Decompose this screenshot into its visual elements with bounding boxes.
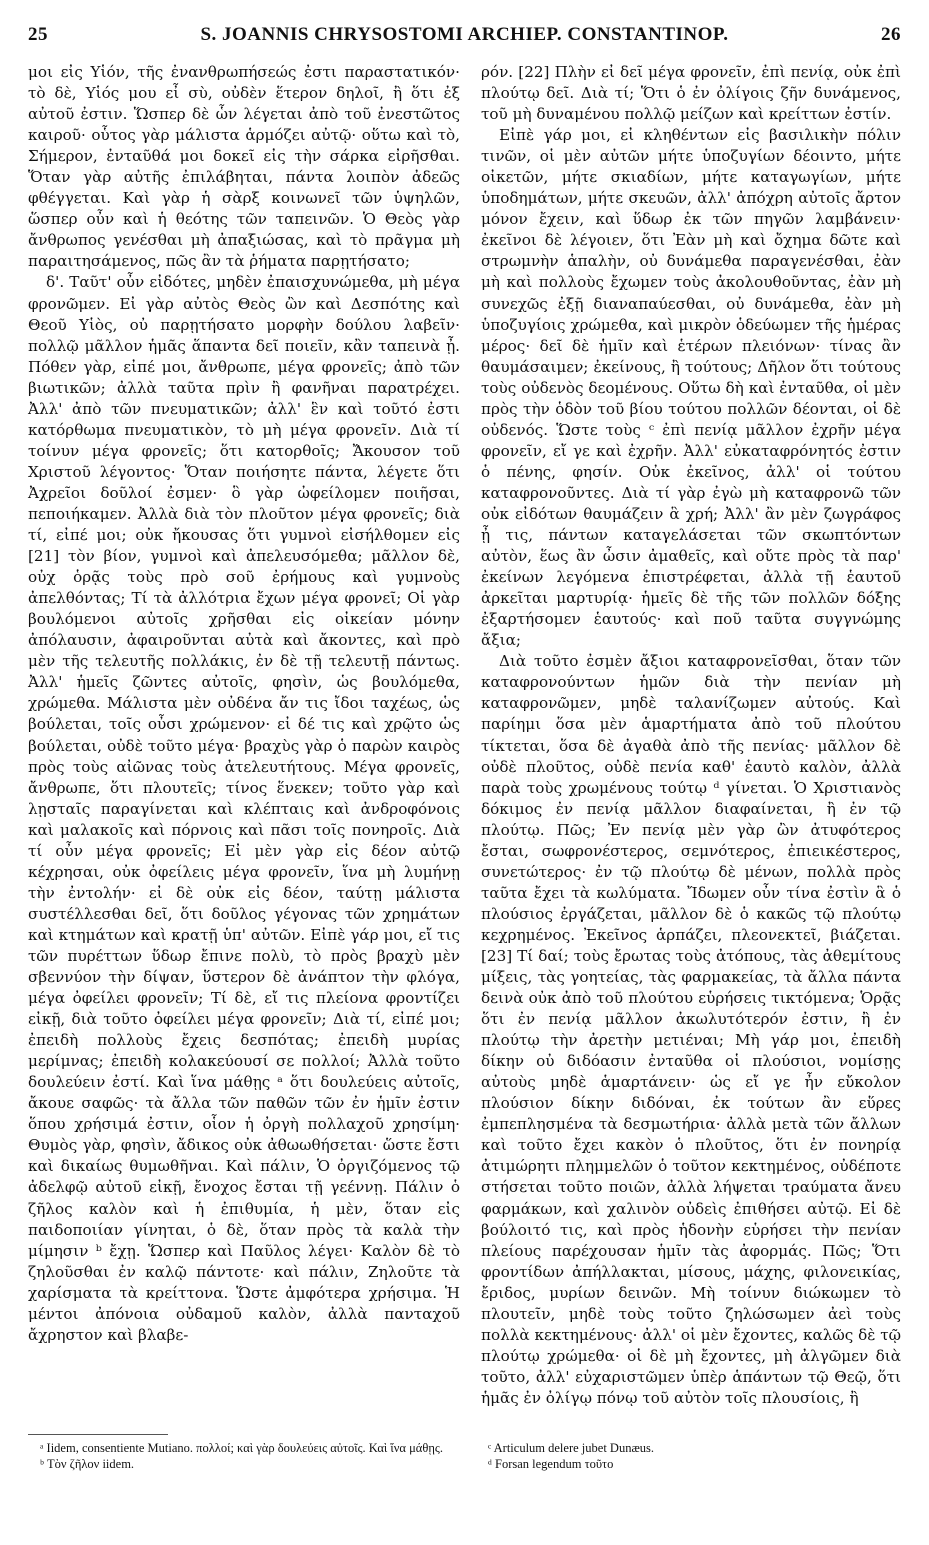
page-header [28,18,901,48]
paragraph: μοι εἰς Υἱόν, τῆς ἐνανθρωπήσεώς ἐστι παραστατικόν· τὸ δὲ, Υἱός μου εἶ σὺ, οὐδὲν ἕτερον δηλοῖ, ἢ ὅτι ἐξ αὐτοῦ ἐστιν. Ὥσπερ δὲ ὧν λέγεται ἀπὸ τοῦ ἐνεστῶτος καιροῦ· οὗτος γὰρ μάλιστα ἁρμόζει αὐτῷ· οὕτω καὶ τὸ, Σήμερον, ἐνταῦθά μοι δοκεῖ εἰς τὴν σάρκα εἰρῆσθαι. Ὅταν γὰρ αὐτῆς ἐπιλάβηται, πάντα λοιπὸν ἀδεῶς φθέγγεται. Καὶ γὰρ ἡ σὰρξ κοινωνεῖ τῶν ὑψηλῶν, ὥσπερ οὖν καὶ ἡ θεότης τῶν ταπεινῶν. Ὁ Θεὸς γὰρ ἄνθρωπος γενέσθαι μὴ ἀπαξιώσας, καὶ τὸ πρᾶγμα μὴ παραιτησάμενος, πῶς ἂν τὰ ῥήματα παρῃτήσατο; [28,63,460,271]
footnote-rule [28,1434,168,1435]
paragraph: δ'. Ταῦτ' οὖν εἰδότες, μηδὲν ἐπαισχυνώμεθα, μὴ μέγα φρονῶμεν. Εἰ γὰρ αὐτὸς Θεὸς ὢν καὶ Δεσπότης καὶ Θεοῦ Υἱὸς, οὐ παρῃτήσατο μορφὴν δούλου λαβεῖν· πολλῷ μᾶλλον ἡμᾶς ἅπαντα δεῖ ποιεῖν, κἂν ταπεινὰ ᾖ. Πόθεν γὰρ, εἰπέ μοι, ἄνθρωπε, μέγα φρονεῖς; ἀπὸ τῶν βιωτικῶν; ἀλλὰ ταῦτα πρὶν ἢ φανῆναι παρατρέχει. Ἀλλ' ἀπὸ τῶν πνευματικῶν; ἀλλ' ἓν καὶ τοῦτό ἐστι κατόρθωμα πνευματικὸν, τὸ μὴ μέγα φρονεῖν. Διὰ τί τοίνυν μέγα φρονεῖς; ὅτι κατορθοῖς; Ἄκουσον τοῦ Χριστοῦ λέγοντος· Ὅταν ποιήσητε πάντα, λέγετε ὅτι Ἀχρεῖοι δοῦλοί ἐσμεν· ὃ γὰρ ὠφείλομεν ποιῆσαι, πεποιήκαμεν. Ἀλλὰ διὰ τὸν πλοῦτον μέγα φρονεῖς; διὰ τί, εἰπέ μοι; οὐκ ἤκουσας ὅτι γυμνοὶ εἰσήλθομεν εἰς [21] τὸν βίον, γυμνοὶ καὶ ἀπελευσόμεθα; μᾶλλον δὲ, οὐχ ὁρᾷς τοὺς πρὸ σοῦ ἐρήμους καὶ γυμνοὺς ἀπελθόντας; Τί τὰ ἀλλότρια ἔχων μέγα φρονεῖ; Οἱ γὰρ βουλόμενοι αὐτοῖς χρῆσθαι εἰς οἰκείαν μόνην ἀπόλαυσιν, ἀφαιροῦνται αὐτὰ καὶ ἄκοντες, καὶ πρὸ μὲν τῆς τελευτῆς πολλάκις, ἐν δὲ τῇ τελευτῇ πάντως. Ἀλλ' ἡμεῖς ζῶντες αὐτοῖς, φησὶν, ὡς βουλόμεθα, χρώμεθα. Μάλιστα μὲν οὐδένα ἄν τις ἴδοι ταχέως, ὡς βούλεται, τοῖς οὖσι χρώμενον· εἰ δέ τις καὶ χρῷτο ὡς βούλεται, οὐδὲ τοῦτο μέγα· βραχὺς γὰρ ὁ παρὼν καιρὸς πρὸς τοὺς αἰῶνας τοὺς ἀτελευτήτους. Μέγα φρονεῖς, ἄνθρωπε, ὅτι πλουτεῖς; τίνος ἕνεκεν; τοῦτο γὰρ καὶ λῃσταῖς παραγίνεται καὶ κλέπταις καὶ ἀνδροφόνοις καὶ μαλακοῖς καὶ πόρνοις καὶ πᾶσι τοῖς πονηροῖς. Διὰ τί οὖν μέγα φρονεῖς; Εἰ μὲν γὰρ εἰς δέον αὐτῷ κέχρησαι, οὐκ ὀφείλεις μέγα φρονεῖν, ἵνα μὴ λυμήνῃ τὴν ἐντολήν· εἰ δὲ οὐκ εἰς δέον, ταύτῃ μάλιστα συστέλλεσθαι δεῖ, ὅτι δοῦλος γέγονας τῶν χρημάτων καὶ κτημάτων καὶ κρατῇ ὑπ' αὐτῶν. Εἰπὲ γάρ μοι, εἴ τις τῶν πυρέττων ὕδωρ ἔπινε πολὺ, τὸ πρὸς βραχὺ μὲν σβεννύον τὴν δίψαν, ὕστερον δὲ ἀνάπτον τὴν φλόγα, μέγα ὀφείλει φρονεῖν; Τί δὲ, εἴ τις πλείονα φροντίζει εἰκῇ, διὰ τοῦτο ὀφείλει μέγα φρονεῖν; Διὰ τί, εἰπέ μοι; ἐπειδὴ πολλοὺς ἔχεις δεσπότας; ἐπειδὴ μυρίας μερίμνας; ἐπειδὴ κολακεύουσί σε πολλοί; Ἀλλὰ τοῦτο δουλεύειν ἐστί. Καὶ ἵνα μάθῃς ᵃ ὅτι δουλεύεις αὐτοῖς, ἄκουε σαφῶς· τὰ ἄλλα τῶν παθῶν τῶν ἐν ἡμῖν ἐστιν ὅπου χρήσιμά ἐστιν, οἷον ἡ ὀργὴ πολλαχοῦ χρησίμη· Θυμὸς γὰρ, φησὶν, ἄδικος οὐκ ἀθωωθήσεται· ὥστε ἔστι καὶ δικαίως θυμωθῆναι. Καὶ πάλιν, Ὁ ὀργιζόμενος τῷ ἀδελφῷ αὐτοῦ εἰκῇ, ἔνοχος ἔσται τῇ γεέννῃ. Πάλιν ὁ ζῆλος καλὸν καὶ ἡ ἐπιθυμία, ἡ μὲν, ὅταν εἰς παιδοποιίαν γίνηται, ὁ δὲ, ὅταν πρὸς τὰ καλὰ τὴν μίμησιν ᵇ ἔχῃ. Ὥσπερ καὶ Παῦλος λέγει· Καλὸν δὲ τὸ ζηλοῦσθαι ἐν καλῷ πάντοτε· καὶ πάλιν, Ζηλοῦτε τὰ χαρίσματα τὰ κρείττονα. Ὥστε ἀμφότερα χρήσιμα. Ἡ μέντοι ἀπόνοια οὐδαμοῦ καλὸν, ἀλλὰ πανταχοῦ ἄχρηστον καὶ βλαβε- [28,273,460,1344]
left-column [28,62,460,1346]
footnote: ᵈ Forsan legendum τοῦτο [488,1457,614,1471]
footnote: ᵇ Τὸν ζῆλον iidem. [40,1457,135,1471]
page-number-right: 26 [881,24,901,45]
paragraph: Εἰπὲ γάρ μοι, εἰ κληθέντων εἰς βασιλικὴν πόλιν τινῶν, οἱ μὲν αὐτῶν μήτε ὑποζυγίων δέοιντο, μήτε οἰκετῶν, μήτε σκιαδίων, μήτε καταγωγίων, μήτε ὑποδημάτων, μήτε σκευῶν, ἀλλ' ἀπόχρη αὐτοῖς ἄρτον μόνον ἔχειν, καὶ ὕδωρ ἐκ τῶν πηγῶν λαμβάνειν· ἐκεῖνοι δὲ λέγοιεν, ὅτι Ἐὰν μὴ καὶ ὄχημα δῶτε καὶ στρωμνὴν ἁπαλὴν, οὐ δυνάμεθα παραγενέσθαι, ἐὰν μὴ καὶ πολλοὺς ἔχωμεν τοὺς ἀκολουθοῦντας, ἐὰν μὴ συνεχῶς ἐξῇ διαναπαύεσθαι, οὐ δυνάμεθα, ἐὰν μὴ ὑποζυγίοις χρώμεθα, καὶ μικρὸν ὁδεύωμεν τῆς ἡμέρας μέρος· δεῖ δὲ ἡμῖν καὶ ἑτέρων πλειόνων· τίνας ἂν θαυμάσαιμεν; ἐκείνους, ἢ τούτους; Δῆλον ὅτι τούτους τοὺς οὐδενὸς δεομένους. Οὕτω δὴ καὶ ἐνταῦθα, οἱ μὲν πρὸς τὴν ὁδὸν τοῦ βίου τούτου πολλῶν δέονται, οἱ δὲ οὐδενός. Ὥστε τοὺς ᶜ ἐπὶ πενίᾳ μᾶλλον ἐχρῆν μέγα φρονεῖν, εἴ γε καὶ ἐχρῆν. Ἀλλ' εὐκαταφρόνητός ἐστιν ὁ πένης, φησίν. Οὐκ ἐκεῖνος, ἀλλ' οἱ τούτου καταφρονοῦντες. Διὰ τί γὰρ ἐγὼ μὴ καταφρονῶ τῶν οὐκ εἰδότων θαυμάζειν ἃ χρή; Ἀλλ' ἂν μὲν ζωγράφος ᾖ τις, πάντων καταγελάσεται τῶν σκωπτόντων αὐτὸν, ἕως ἂν ὦσιν ἀμαθεῖς, καὶ οὔτε πρὸς τὰ παρ' ἐκείνων λεγόμενα ἐπιστρέφεται, ἀλλὰ τῇ ἑαυτοῦ ἀρκεῖται μαρτυρίᾳ· ἡμεῖς δὲ τῆς τῶν πολλῶν δόξης ἐξαρτήσομεν ἑαυτούς· καὶ ποῦ ταῦτα συγγνώμης ἄξια; [481,126,901,650]
paragraph: Διὰ τοῦτο ἐσμὲν ἄξιοι καταφρονεῖσθαι, ὅταν τῶν καταφρονούντων ἡμῶν διὰ τὴν πενίαν μὴ καταφρονῶμεν, μηδὲ ταλανίζωμεν αὐτούς. Καὶ παρίημι ὅσα μὲν ἁμαρτήματα ἀπὸ τοῦ πλούτου τίκτεται, ὅσα δὲ ἀγαθὰ ἀπὸ τῆς πενίας· μᾶλλον δὲ οὐδὲ πλοῦτος, οὐδὲ πενία καθ' ἑαυτὸ καλὸν, ἀλλὰ παρὰ τοὺς χρωμένους τούτῳ ᵈ γίνεται. Ὁ Χριστιανὸς δόκιμος ἐν πενίᾳ μᾶλλον διαφαίνεται, ἢ ἐν τῷ πλούτῳ. Πῶς; Ἐν πενίᾳ μὲν γὰρ ὢν ἀτυφότερος ἔσται, σωφρονέστερος, σεμνότερος, ἐπιεικέστερος, συνετώτερος· ἐν τῷ πλούτῳ δὲ μένων, πολλὰ πρὸς ταῦτα ἔχει τὰ κωλύματα. Ἴδωμεν οὖν τίνα ἐστὶν ἃ ὁ πλούσιος ἐργάζεται, μᾶλλον δὲ ὁ κακῶς τῷ πλούτῳ κεχρημένος. Ἐκεῖνος ἁρπάζει, πλεονεκτεῖ, βιάζεται. [23] Τί δαί; τοὺς ἔρωτας τοὺς ἀτόπους, τὰς ἀθεμίτους μίξεις, τὰς γοητείας, τὰς φαρμακείας, τὰ ἄλλα πάντα δεινὰ οὐκ ἀπὸ τοῦ πλούτου εὑρήσεις τικτόμενα; Ὁρᾷς ὅτι ἐν πενίᾳ μᾶλλον ἀκωλυτότερόν ἐστιν, ἢ ἐν πλούτῳ τὴν ἀρετὴν μετιέναι; Μὴ γάρ μοι, ἐπειδὴ δίκην οὐ διδόασιν ἐνταῦθα οἱ πλούσιοι, νομίσῃς αὐτοὺς μηδὲ ἁμαρτάνειν· ὡς εἴ γε ἦν εὔκολον πλούσιον δίκην διδόναι, ἐκ τούτων ἂν εὕρες ἐμπεπλησμένα τὰ δεσμωτήρια· ἀλλὰ μετὰ τῶν ἄλλων καὶ τοῦτο ἔχει κακὸν ὁ πλοῦτος, ὅτι ἐν πονηρίᾳ ἀτιμώρητι πλημμελῶν ὁ τοῦτον κεκτημένος, οὐδέποτε στήσεται τοῦτο ποιῶν, ἀλλὰ λήψεται τραύματα ἄνευ φαρμάκων, καὶ χαλινὸν οὐδεὶς ἐπιθήσει αὐτῷ. Εἰ δὲ βούλοιτό τις, καὶ πρὸς ἡδονὴν εὑρήσει τὴν πενίαν πλείους παρέχουσαν ἡμῖν τὰς ἀφορμάς. Πῶς; Ὅτι φροντίδων ἀπήλλακται, μίσους, μάχης, φιλονεικίας, ἔριδος, μυρίων δεινῶν. Μὴ τοίνυν διώκωμεν τὸ πλουτεῖν, μηδὲ τοὺς τοῦτο ζηλώσωμεν ἀεὶ τοὺς πολλὰ κεκτημένους· ἀλλ' οἱ μὲν ἔχοντες, καλῶς δὲ τῷ πλούτῳ χρώμεθα· οἱ δὲ μὴ ἔχοντες, μὴ ἀλγῶμεν διὰ τοῦτο, ἀλλ' εὐχαριστῶμεν ὑπὲρ ἁπάντων τῷ Θεῷ, ὅτι ἡμᾶς ἐν ὀλίγῳ πόνῳ τοῦ αὐτὸν τοῖς πλουσίοις, ἢ [481,652,901,1407]
footnotes-right [488,1440,898,1472]
running-title: S. JOANNIS CHRYSOSTOMI ARCHIEP. CONSTANTINOP. [200,24,729,45]
footnote: ᵃ Iidem, consentiente Mutiano. πολλοί; καὶ γὰρ δουλεύεις αὐτοῖς. Καὶ ἵνα μάθῃς. [40,1441,443,1455]
footnotes-left [40,1440,450,1472]
page-number-left: 25 [28,24,48,45]
right-column [481,62,901,1409]
footnote: ᶜ Articulum delere jubet Dunæus. [488,1441,655,1455]
paragraph: ρόν. [22] Πλὴν εἰ δεῖ μέγα φρονεῖν, ἐπὶ πενίᾳ, οὐκ ἐπὶ πλούτῳ δεῖ. Διὰ τί; Ὅτι ὁ ἐν ὀλίγοις ζῆν δυνάμενος, τοῦ μὴ δυναμένου πολλῷ μείζων καὶ κρείττων ἐστίν. [481,63,901,124]
